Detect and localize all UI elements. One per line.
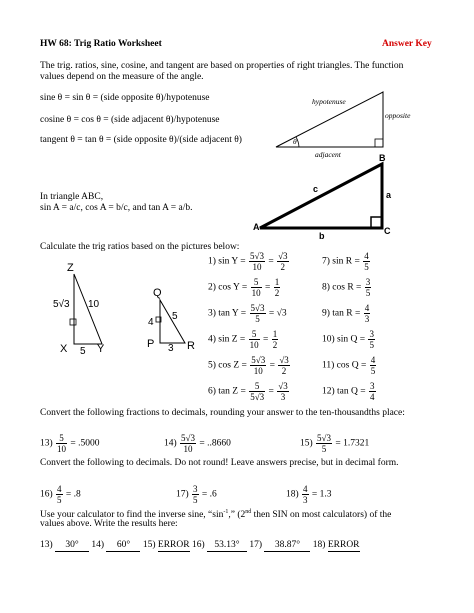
problem-2: 2) cos Y = $\frac{5}{10}$ = $\frac{1}{2}$: [208, 277, 280, 298]
fraction: $\frac{4}{3}$: [364, 303, 370, 324]
fraction: $\frac{5}{10}$: [249, 329, 259, 350]
tangent-definition: tangent θ = tan θ = (side opposite θ)/(side adjacent θ): [40, 135, 242, 145]
theta-label: θ: [293, 137, 297, 146]
triangle-pqr-diagram: [140, 285, 210, 355]
vertex-c-label: C: [384, 226, 391, 236]
problem-12: [322, 381, 377, 402]
inverse-answers: 13) 30° 14) 60° 15) ERROR 16) 53.13° 17) 38.87° 18) ERROR: [40, 540, 360, 550]
precise-instruction: Convert the following to decimals. Do not round! Leave answers precise, but in decimal form.: [40, 458, 399, 468]
cosine-definition: cosine θ = cos θ = (side adjacent θ)/hypotenuse: [40, 115, 220, 125]
problem-label: 11) cos Q =: [322, 360, 367, 371]
page-title: HW 68: Trig Ratio Worksheet: [40, 39, 162, 49]
answer-16: 53.13°: [207, 540, 247, 552]
side-3-label: 3: [168, 343, 174, 354]
vertex-q-label: Q: [153, 287, 162, 299]
inverse-instruction-line-2: values above. Write the results here:: [40, 519, 178, 529]
problem-result: √3: [276, 308, 287, 319]
problem-14-fraction: $\frac{5√3}{10}$: [181, 433, 195, 454]
answer-18: ERROR: [327, 540, 360, 550]
problem-15-label: 15): [300, 438, 313, 449]
intro-line-1: The trig. ratios, sine, cosine, and tangent are based on properties of right triangles. The function: [40, 61, 404, 71]
problem-13-answer: = .5000: [70, 438, 100, 449]
fraction: $\frac{√3}{2}$: [279, 355, 289, 376]
problem-14-label: 14): [164, 438, 177, 449]
answer-15: ERROR: [157, 540, 190, 550]
problem-label: 8) cos R =: [322, 282, 362, 293]
problem-label: 6) tan Z =: [208, 386, 246, 397]
problem-3: 3) tan Y = $\frac{5√3}{5}$ = √3: [208, 303, 287, 324]
intro-line-2: values depend on the measure of the angle.: [40, 72, 204, 82]
problem-15-answer: = 1.7321: [335, 438, 370, 449]
problem-18: [286, 484, 332, 505]
fraction: $\frac{3}{4}$: [370, 381, 375, 402]
problem-label: 3) tan Y =: [208, 308, 247, 319]
adjacent-label: adjacent: [315, 150, 341, 159]
problem-10: [322, 329, 376, 350]
problem-label: 9) tan R =: [322, 308, 361, 319]
problem-13-fraction: $\frac{5}{10}$: [57, 433, 67, 454]
problem-15: [300, 433, 369, 454]
problem-label: 10) sin Q =: [322, 334, 366, 345]
fraction: $\frac{√3}{2}$: [278, 251, 288, 272]
side-4-label: 4: [148, 317, 154, 328]
problem-14: [164, 433, 231, 454]
side-c-label: c: [313, 184, 319, 194]
problem-16-fraction: $\frac{4}{5}$: [57, 484, 62, 505]
problem-label: 7) sin R =: [322, 256, 360, 267]
triangle-abc-intro: In triangle ABC,: [40, 192, 104, 202]
problem-18-label: 18): [286, 489, 299, 500]
side-b-label: b: [319, 231, 325, 240]
answer-17: 38.87°: [264, 540, 310, 552]
fraction: $\frac{5}{10}$: [251, 277, 261, 298]
answer-key-label: Answer Key: [382, 39, 432, 49]
vertex-r-label: R: [187, 340, 195, 352]
problem-17-answer: = .6: [201, 489, 217, 500]
sine-definition: sine θ = sin θ = (side opposite θ)/hypotenuse: [40, 93, 210, 103]
fraction: $\frac{3}{5}$: [365, 277, 371, 298]
hypotenuse-label: hypotenuse: [312, 97, 346, 106]
problem-16: [40, 484, 81, 505]
fraction: $\frac{1}{2}$: [274, 277, 280, 298]
problem-18-fraction: $\frac{4}{3}$: [303, 484, 308, 505]
problem-7: [322, 251, 371, 272]
fraction: $\frac{4}{5}$: [364, 251, 369, 272]
problem-4: 4) sin Z = $\frac{5}{10}$ = $\frac{1}{2}$: [208, 329, 278, 350]
side-5-label: 5: [172, 311, 178, 322]
problem-15-fraction: $\frac{5√3}{5}$: [317, 433, 331, 454]
side-5root3-label: 5√3: [53, 299, 70, 310]
problem-17-fraction: $\frac{3}{5}$: [193, 484, 198, 505]
problem-label: 4) sin Z =: [208, 334, 246, 345]
answer-13: 30°: [55, 540, 89, 552]
problem-11: [322, 355, 377, 376]
problem-8: [322, 277, 372, 298]
side-a-label: a: [386, 190, 392, 200]
problem-5: 5) cos Z = $\frac{5√3}{10}$ = $\frac{√3}{2}$: [208, 355, 289, 376]
problem-9: [322, 303, 371, 324]
convert-instruction: Convert the following fractions to decimals, rounding your answer to the ten-thousandths place:: [40, 408, 405, 418]
fraction: $\frac{5√3}{10}$: [251, 355, 266, 376]
problem-17-label: 17): [176, 489, 189, 500]
triangle-xyz-diagram: [40, 258, 115, 358]
inverse-instruction-line-1: Use your calculator to find the inverse sine, “$\sin^{-1}$,” (2nd then SIN on most calculators) of the: [40, 509, 392, 521]
opposite-label: opposite: [385, 111, 411, 120]
vertex-y-label: Y: [97, 343, 105, 355]
fraction: $\frac{5√3}{10}$: [250, 251, 264, 272]
answer-14: 60°: [106, 540, 140, 552]
fraction: $\frac{5√3}{5}$: [250, 303, 265, 324]
side-10-label: 10: [88, 299, 100, 310]
triangle-abc-ratios: sin A = a/c, cos A = b/c, and tan A = a/b.: [40, 203, 193, 213]
fraction: $\frac{4}{5}$: [370, 355, 376, 376]
vertex-p-label: P: [147, 338, 155, 350]
problem-13-label: 13): [40, 438, 53, 449]
vertex-b-label: B: [379, 153, 386, 163]
problem-14-answer: = ..8660: [199, 438, 231, 449]
fraction: $\frac{1}{2}$: [272, 329, 278, 350]
side-5-label: 5: [80, 346, 86, 357]
problem-label: 12) tan Q =: [322, 386, 366, 397]
fraction: $\frac{3}{5}$: [369, 329, 374, 350]
problem-label: 1) sin Y =: [208, 256, 246, 267]
vertex-a-label: A: [253, 222, 260, 232]
problem-6: 6) tan Z = $\frac{5}{5√3}$ = $\frac{√3}{3}$: [208, 381, 288, 402]
calc-instruction: Calculate the trig ratios based on the pictures below:: [40, 242, 240, 252]
fraction: $\frac{√3}{3}$: [278, 381, 288, 402]
problem-1: 1) sin Y = $\frac{5√3}{10}$ = $\frac{√3}{2}$: [208, 251, 288, 272]
problem-17: [176, 484, 217, 505]
problem-16-label: 16): [40, 489, 53, 500]
right-triangle-diagram: [265, 80, 415, 160]
triangle-abc-diagram: [250, 150, 400, 240]
problem-18-answer: = 1.3: [311, 489, 332, 500]
problem-16-answer: = .8: [65, 489, 81, 500]
vertex-x-label: X: [60, 343, 68, 355]
fraction: $\frac{5}{5√3}$: [250, 381, 265, 402]
problem-13: [40, 433, 100, 454]
problem-label: 5) cos Z =: [208, 360, 247, 371]
problem-label: 2) cos Y =: [208, 282, 248, 293]
vertex-z-label: Z: [67, 262, 74, 274]
